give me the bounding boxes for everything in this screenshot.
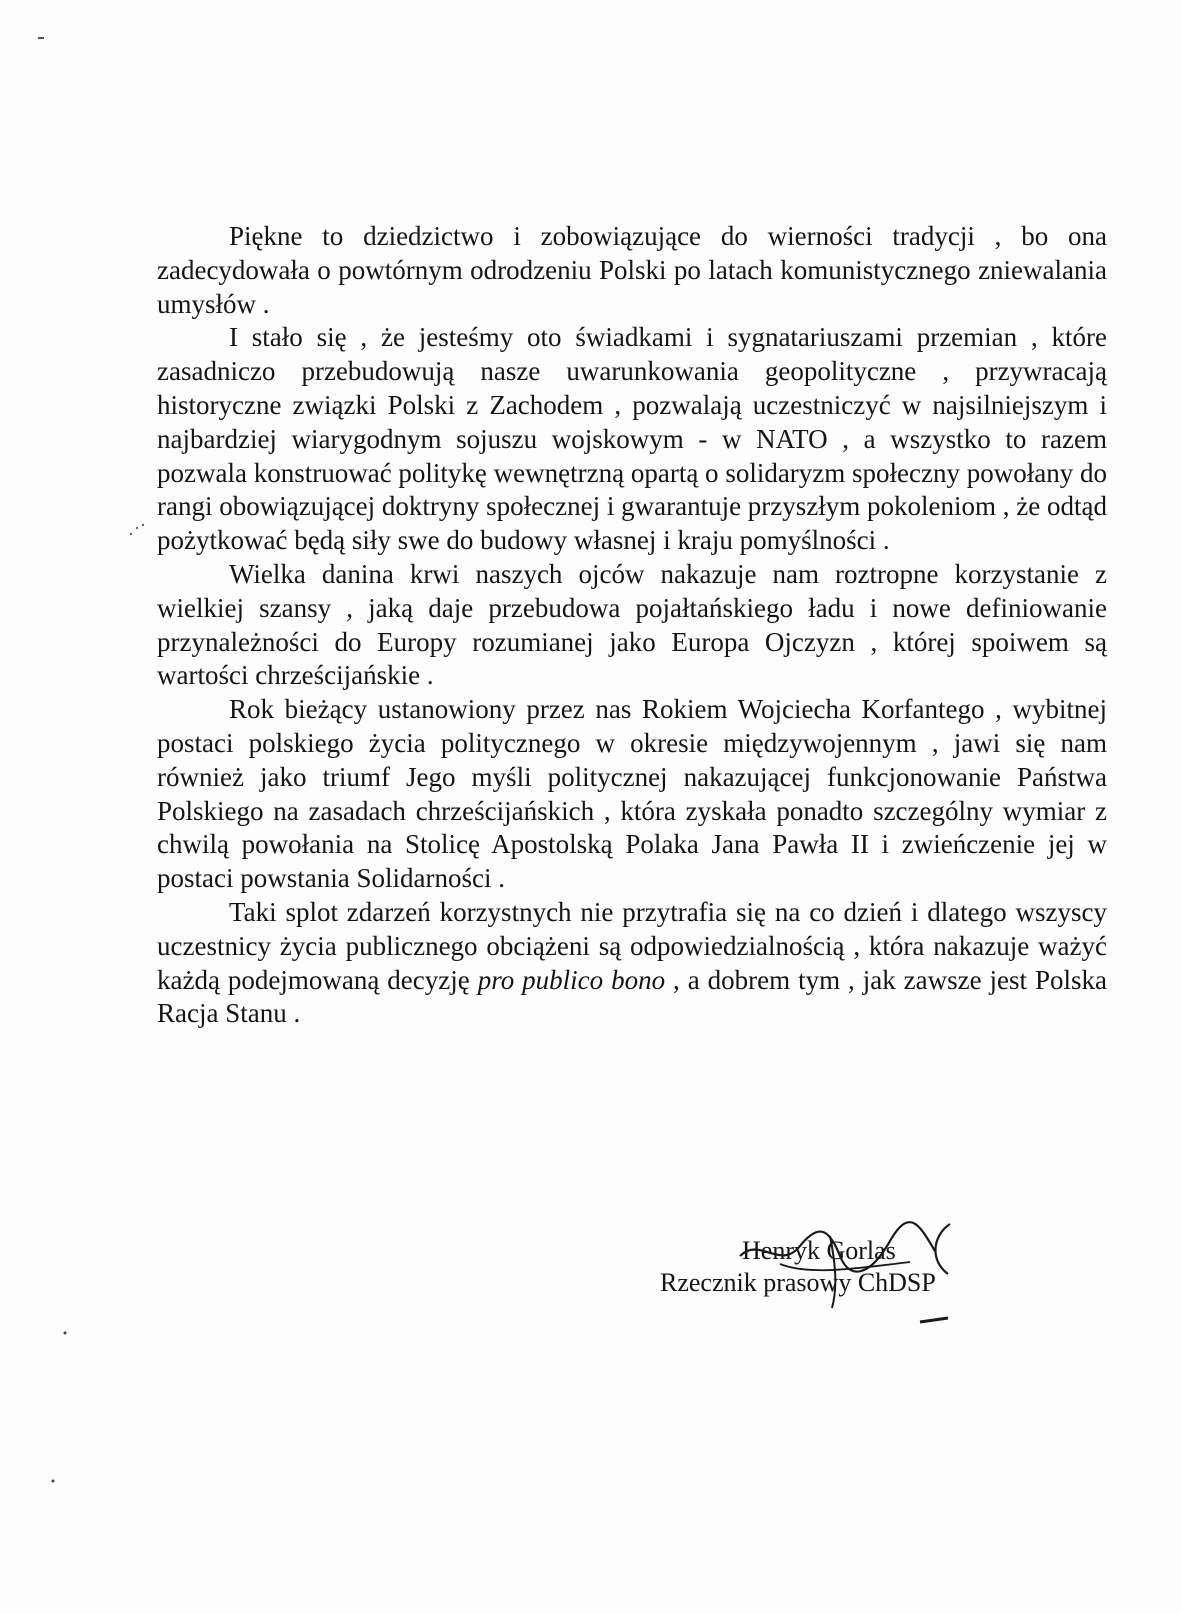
scan-speck-top-left: [38, 36, 46, 40]
paragraph-5-start: Taki splot zdarzeń korzystnych nie przytrafia się na co dzień i dlatego wszyscy uczestnicy życia publicznego obciążeni są odpowiedzialnością , która nakazuje ważyć każdą podejmowaną decyzję: [157, 896, 1107, 995]
paragraph-5: [157, 896, 1107, 1031]
handwritten-signature: [720, 1216, 980, 1326]
paragraph-5-end: , a dobrem tym , jak zawsze jest Polska Racja Stanu .: [157, 964, 1107, 1029]
letter-body: [157, 220, 1107, 1031]
signature-name: Henryk Gorlas: [742, 1236, 896, 1265]
paragraph-1: Piękne to dziedzictwo i zobowiązujące do wierności tradycji , bo ona zadecydowała o powtórnym odrodzeniu Polski po latach komunistycznego zniewalania umysłów .: [157, 221, 1107, 319]
latin-phrase: pro publico bono: [477, 964, 666, 995]
paragraph-2: I stało się , że jesteśmy oto świadkami i sygnatariuszami przemian , które zasadniczo przebudowują nasze uwarunkowania geopolityczne , przywracają historyczne związki Polski z Zachodem , pozwalają uczestniczyć w najsilniejszym i najbardziej wiarygodnym sojuszu wojskowym - w NATO , a wszystko to razem pozwala konstruować politykę wewnętrzną opartą o solidaryzm społeczny powołany do rangi obowiązującej doktryny społecznej i gwarantuje przyszłym pokoleniom , że odtąd pożytkować będą siły swe do budowy własnej i kraju pomyślności .: [157, 322, 1107, 556]
paragraph-3: Wielka danina krwi naszych ojców nakazuje nam roztropne korzystanie z wielkiej szansy , jaką daje przebudowa pojałtańskiego ładu i nowe definiowanie przynależności do Europy rozumianej jako Europa Ojczyzn , której spoiwem są wartości chrześcijańskie .: [157, 558, 1107, 691]
scan-speck-bottom-left-2: [50, 1478, 56, 1484]
scan-speck-margin: [128, 522, 148, 538]
paragraph-4: Rok bieżący ustanowiony przez nas Rokiem Wojciecha Korfantego , wybitnej postaci polskiego życia politycznego w okresie międzywojennym , jawi się nam również jako triumf Jego myśli politycznej nakazującej funkcjonowanie Państwa Polskiego na zasadach chrześcijańskich , która zyskała ponadto szczególny wymiar z chwilą powołania na Stolicę Apostolską Polaka Jana Pawła II i zwieńczenie jej w postaci powstania Solidarności .: [157, 694, 1107, 894]
signature-role: Rzecznik prasowy ChDSP: [660, 1268, 936, 1297]
scan-speck-bottom-left: [62, 1330, 68, 1336]
